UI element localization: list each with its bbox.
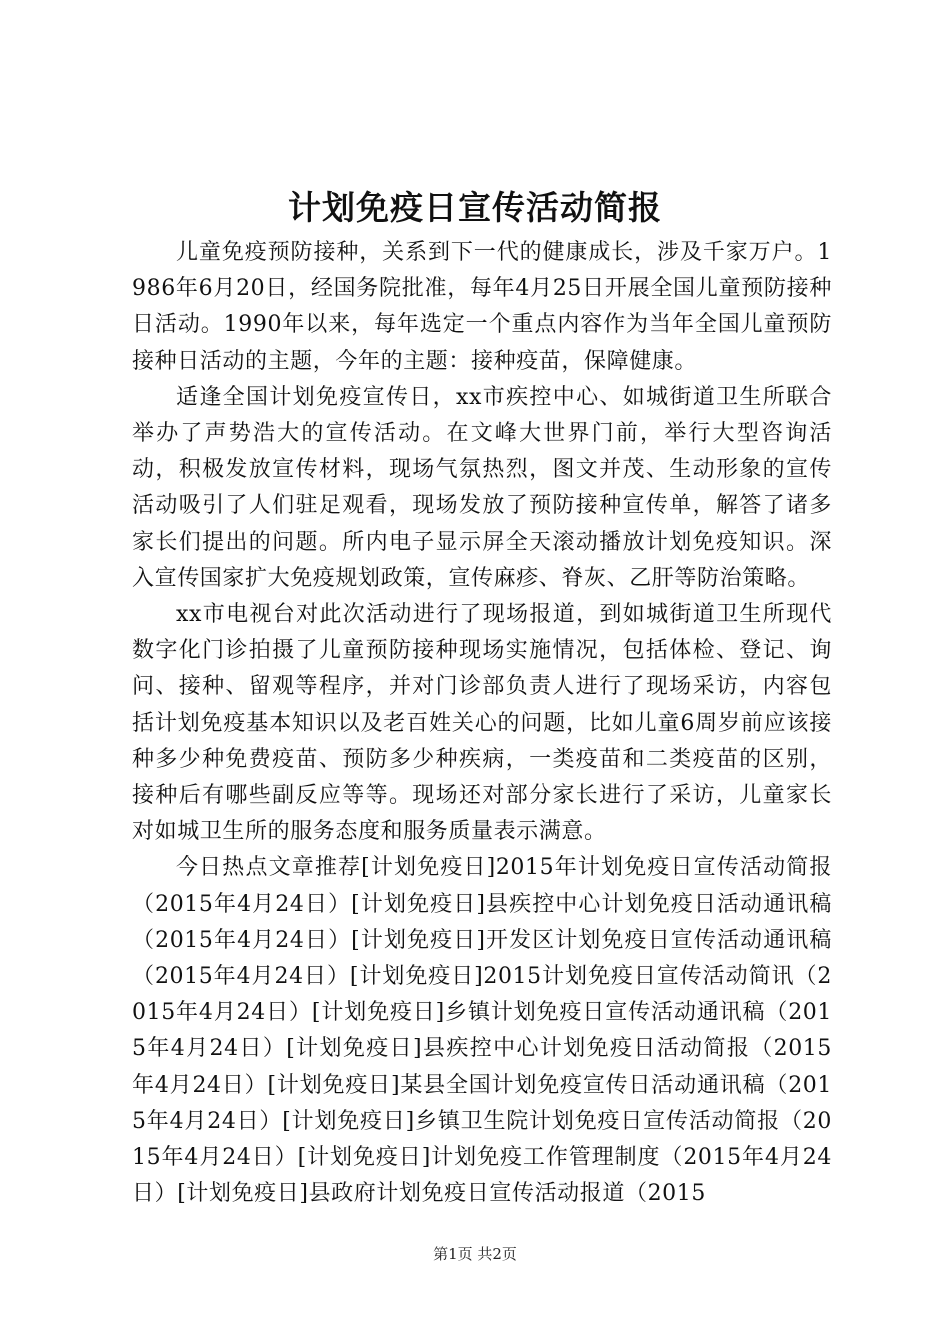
paragraph-3: xx市电视台对此次活动进行了现场报道，到如城街道卫生所现代数字化门诊拍摄了儿童预防接种现场实施情况，包括体检、登记、询问、接种、留观等程序，并对门诊部负责人进行了现场采访，内容包括计划免疫基本知识以及老百姓关心的问题，比如儿童6周岁前应该接种多少种免费疫苗、预防多少种疾病，一类疫苗和二类疫苗的区别，接种后有哪些副反应等等。现场还对部分家长进行了采访，儿童家长对如城卫生所的服务态度和服务质量表示满意。 <box>132 602 832 845</box>
page-number-footer: 第1页 共2页 <box>433 1245 517 1263</box>
paragraph-4: 今日热点文章推荐[计划免疫日]2015年计划免疫日宣传活动简报（2015年4月24日）[计划免疫日]县疾控中心计划免疫日活动通讯稿（2015年4月24日）[计划免疫日]开发区计划免疫日宣传活动通讯稿（2015年4月24日）[计划免疫日]2015计划免疫日宣传活动简讯（2015年4月24日）[计划免疫日]乡镇计划免疫日宣传活动通讯稿（2015年4月24日）[计划免疫日]县疾控中心计划免疫日活动简报（2015年4月24日）[计划免疫日]某县全国计划免疫宣传日活动通讯稿（2015年4月24日）[计划免疫日]乡镇卫生院计划免疫日宣传活动简报（2015年4月24日）[计划免疫日]计划免疫工作管理制度（2015年4月24日）[计划免疫日]县政府计划免疫日宣传活动报道（2015 <box>132 855 832 1207</box>
document-body <box>132 235 832 1212</box>
paragraph-1: 儿童免疫预防接种，关系到下一代的健康成长，涉及千家万户。1986年6月20日，经国务院批准，每年4月25日开展全国儿童预防接种日活动。1990年以来，每年选定一个重点内容作为当年全国儿童预防接种日活动的主题，今年的主题：接种疫苗，保障健康。 <box>132 240 832 374</box>
paragraph-2: 适逢全国计划免疫宣传日，xx市疾控中心、如城街道卫生所联合举办了声势浩大的宣传活动。在文峰大世界门前，举行大型咨询活动，积极发放宣传材料，现场气氛热烈，图文并茂、生动形象的宣传活动吸引了人们驻足观看，现场发放了预防接种宣传单，解答了诸多家长们提出的问题。所内电子显示屏全天滚动播放计划免疫知识。深入宣传国家扩大免疫规划政策，宣传麻疹、脊灰、乙肝等防治策略。 <box>132 384 832 591</box>
page-title: 计划免疫日宣传活动简报 <box>288 188 662 227</box>
